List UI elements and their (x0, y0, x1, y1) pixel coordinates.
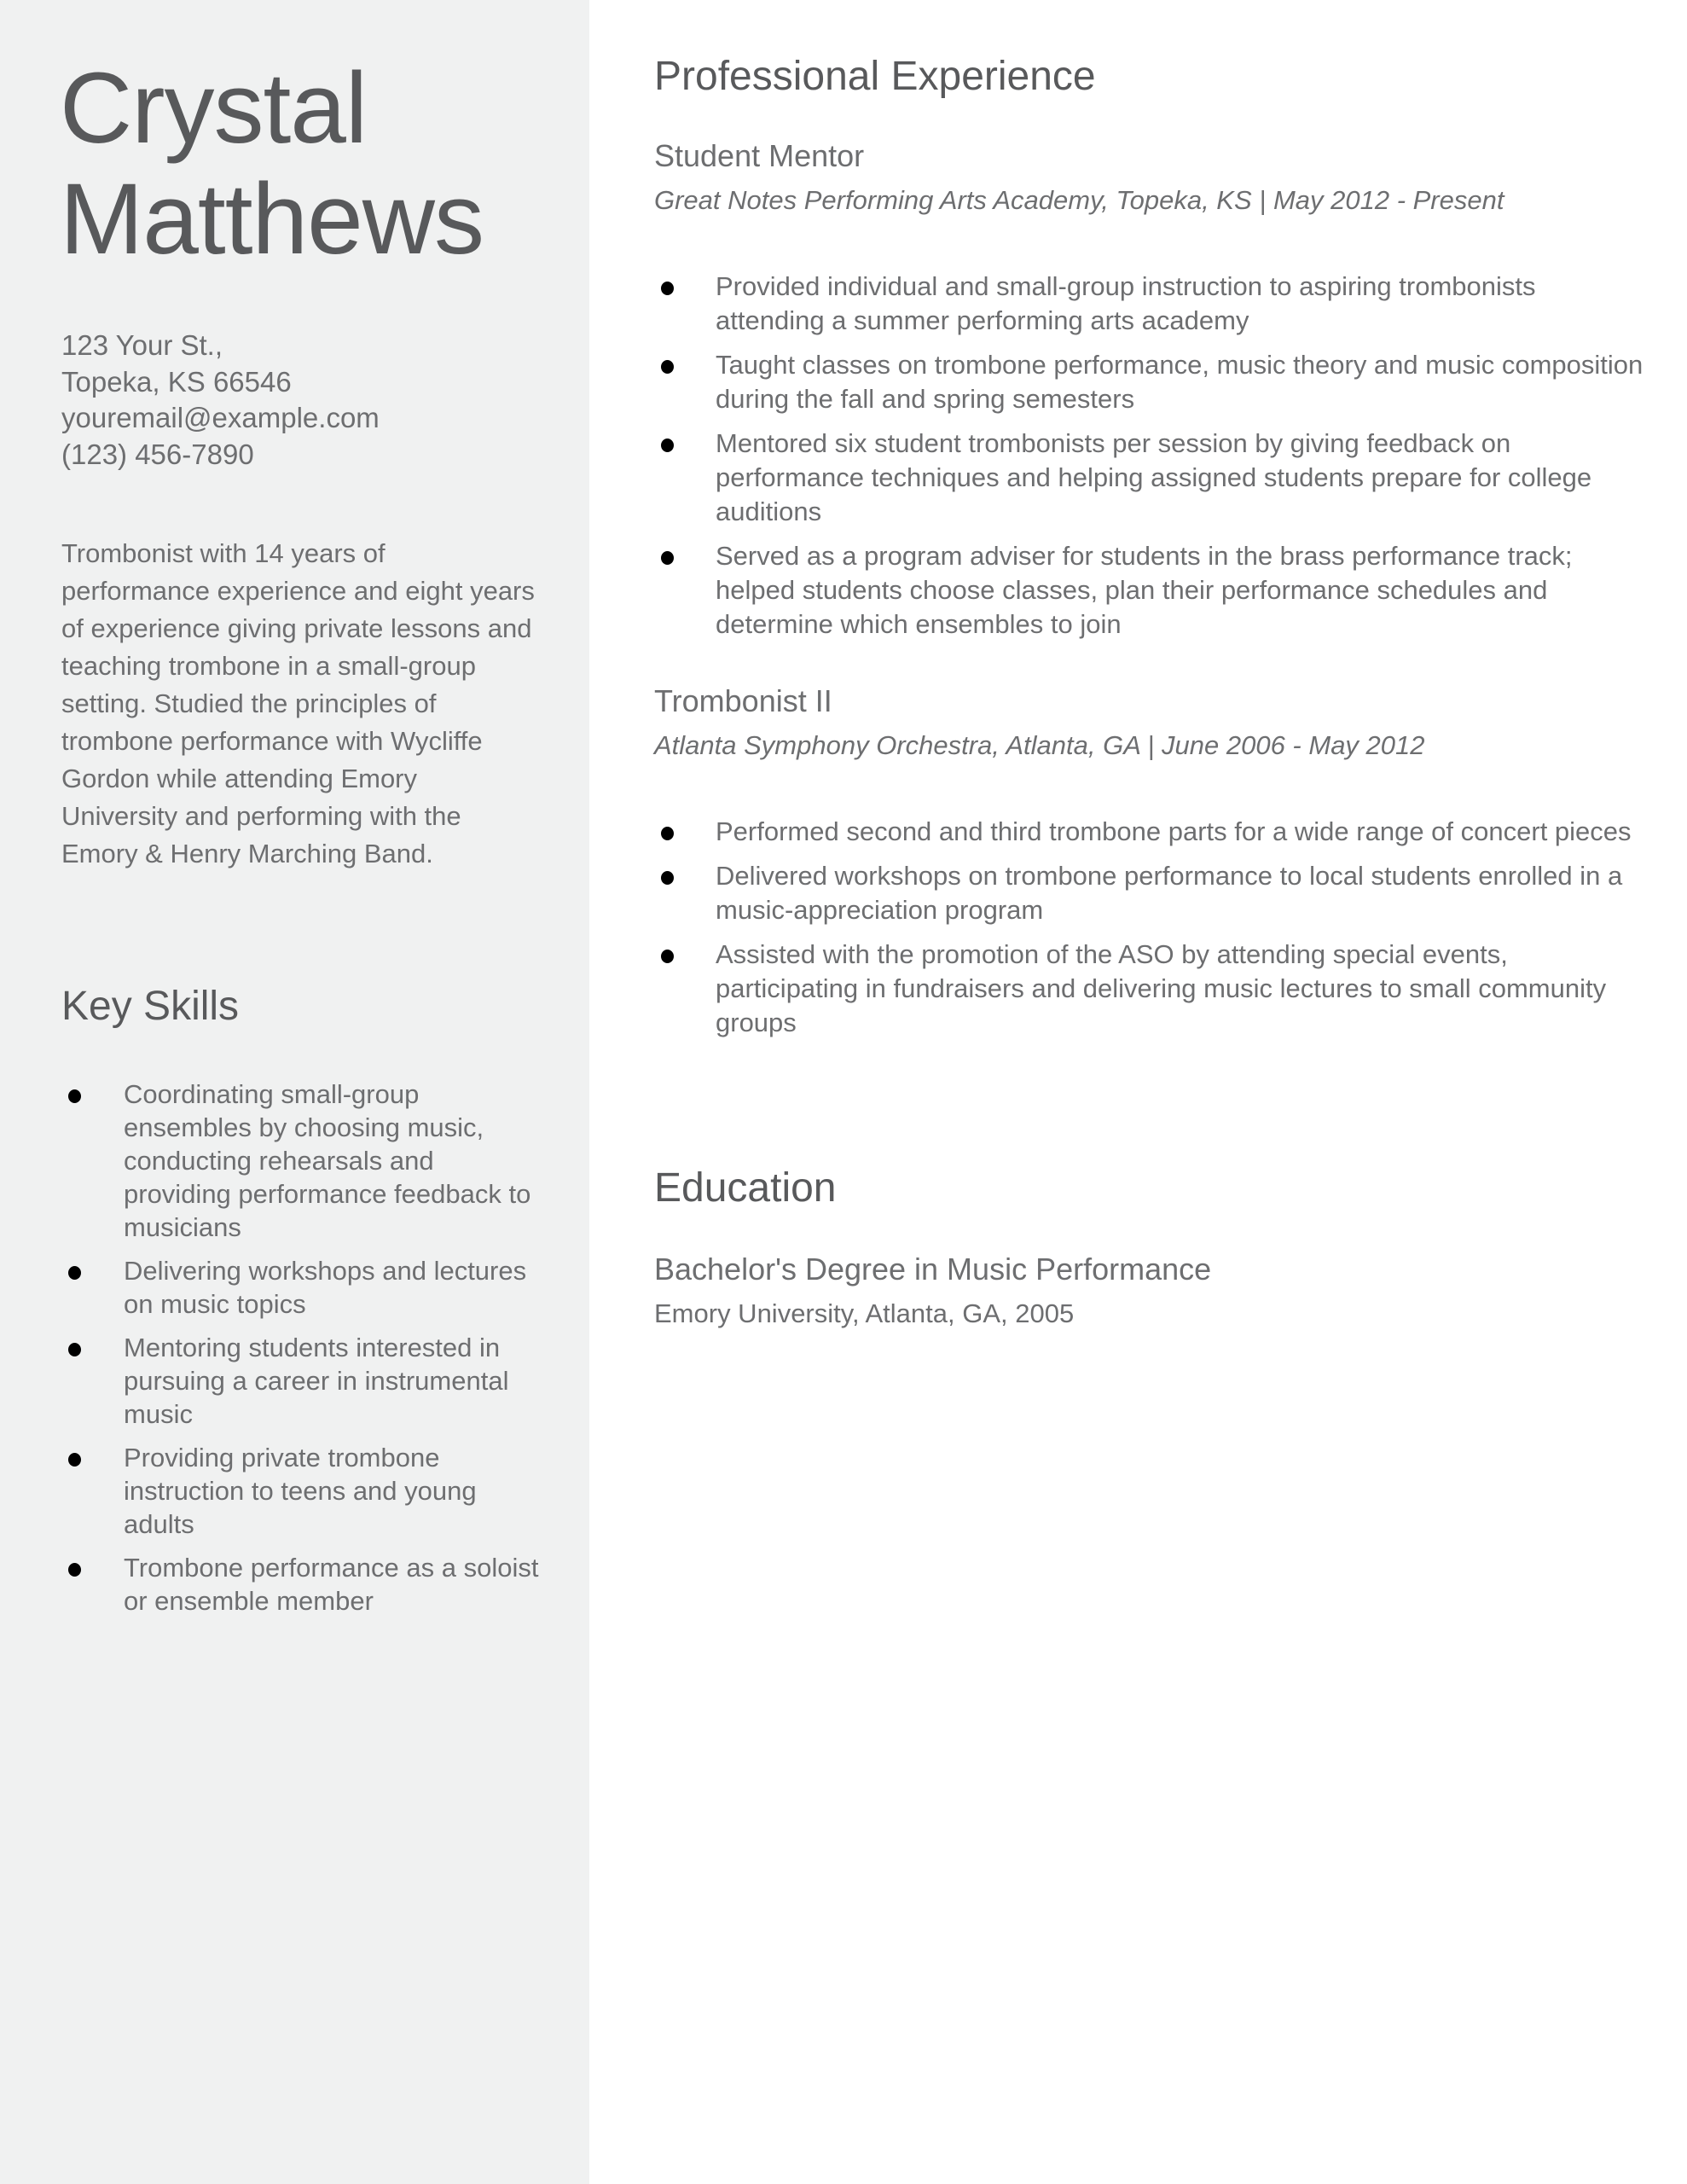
duty-item: Assisted with the promotion of the ASO by attending special events, participating in fundraisers and delivering music lectures to small community groups (654, 938, 1644, 1040)
skills-list (61, 1077, 539, 1628)
phone: (123) 456-7890 (61, 438, 254, 470)
job-meta: Great Notes Performing Arts Academy, Topeka, KS | May 2012 - Present (654, 185, 1504, 215)
duty-item: Taught classes on trombone performance, music theory and music composition during the fall and spring semesters (654, 348, 1644, 416)
bullet-icon (68, 1563, 81, 1577)
duty-item: Provided individual and small-group instruction to aspiring trombonists attending a summer performing arts academy (654, 270, 1644, 338)
bullet-icon (661, 871, 674, 885)
job-title: Trombonist II (654, 683, 832, 718)
name-first: Crystal (60, 52, 368, 165)
bullet-icon (68, 1266, 81, 1280)
bullet-icon (68, 1343, 81, 1356)
sidebar (0, 0, 589, 2184)
bullet-icon (661, 282, 674, 295)
skills-heading: Key Skills (61, 984, 240, 1029)
skill-item: Coordinating small-group ensembles by choosing music, conducting rehearsals and providing performance feedback to musicians (61, 1077, 539, 1244)
address-line2: Topeka, KS 66546 (61, 365, 292, 398)
bullet-icon (661, 360, 674, 374)
school: Emory University, Atlanta, GA, 2005 (654, 1298, 1075, 1328)
bullet-icon (661, 439, 674, 452)
duty-item: Served as a program adviser for students in the brass performance track; helped students choose classes, plan their performance schedules and determine which ensembles to join (654, 539, 1644, 642)
duty-item: Performed second and third trombone parts for a wide range of concert pieces (654, 815, 1644, 849)
degree: Bachelor's Degree in Music Performance (654, 1252, 1212, 1287)
address-line1: 123 Your St., (61, 329, 223, 361)
education-heading: Education (654, 1165, 837, 1211)
contact-block (61, 328, 573, 473)
duty-item: Mentored six student trombonists per session by giving feedback on performance techniques and helping assigned students prepare for college auditions (654, 427, 1644, 529)
bullet-icon (68, 1089, 81, 1103)
bullet-icon (68, 1453, 81, 1467)
job-meta: Atlanta Symphony Orchestra, Atlanta, GA | June 2006 - May 2012 (654, 730, 1425, 760)
job-title: Student Mentor (654, 138, 865, 173)
experience-heading: Professional Experience (654, 54, 1096, 99)
candidate-name (60, 53, 571, 275)
email: youremail@example.com (61, 402, 380, 433)
skill-item: Mentoring students interested in pursuing a career in instrumental music (61, 1331, 539, 1431)
bullet-icon (661, 551, 674, 565)
name-last: Matthews (60, 163, 484, 276)
job-duties (654, 815, 1644, 1050)
skill-item: Providing private trombone instruction to teens and young adults (61, 1441, 539, 1541)
bullet-icon (661, 950, 674, 963)
skill-item: Trombone performance as a soloist or ensemble member (61, 1551, 539, 1618)
professional-summary: Trombonist with 14 years of performance experience and eight years of experience giving private lessons and teaching trombone in a small-group setting. Studied the principles of trombone performance with Wycliffe Gordon while attending Emory University and performing with the Emory & Henry Marching Band. (61, 538, 535, 868)
skill-item: Delivering workshops and lectures on music topics (61, 1254, 539, 1321)
job-duties (654, 270, 1644, 652)
bullet-icon (661, 827, 674, 840)
duty-item: Delivered workshops on trombone performance to local students enrolled in a music-appreciation program (654, 859, 1644, 927)
